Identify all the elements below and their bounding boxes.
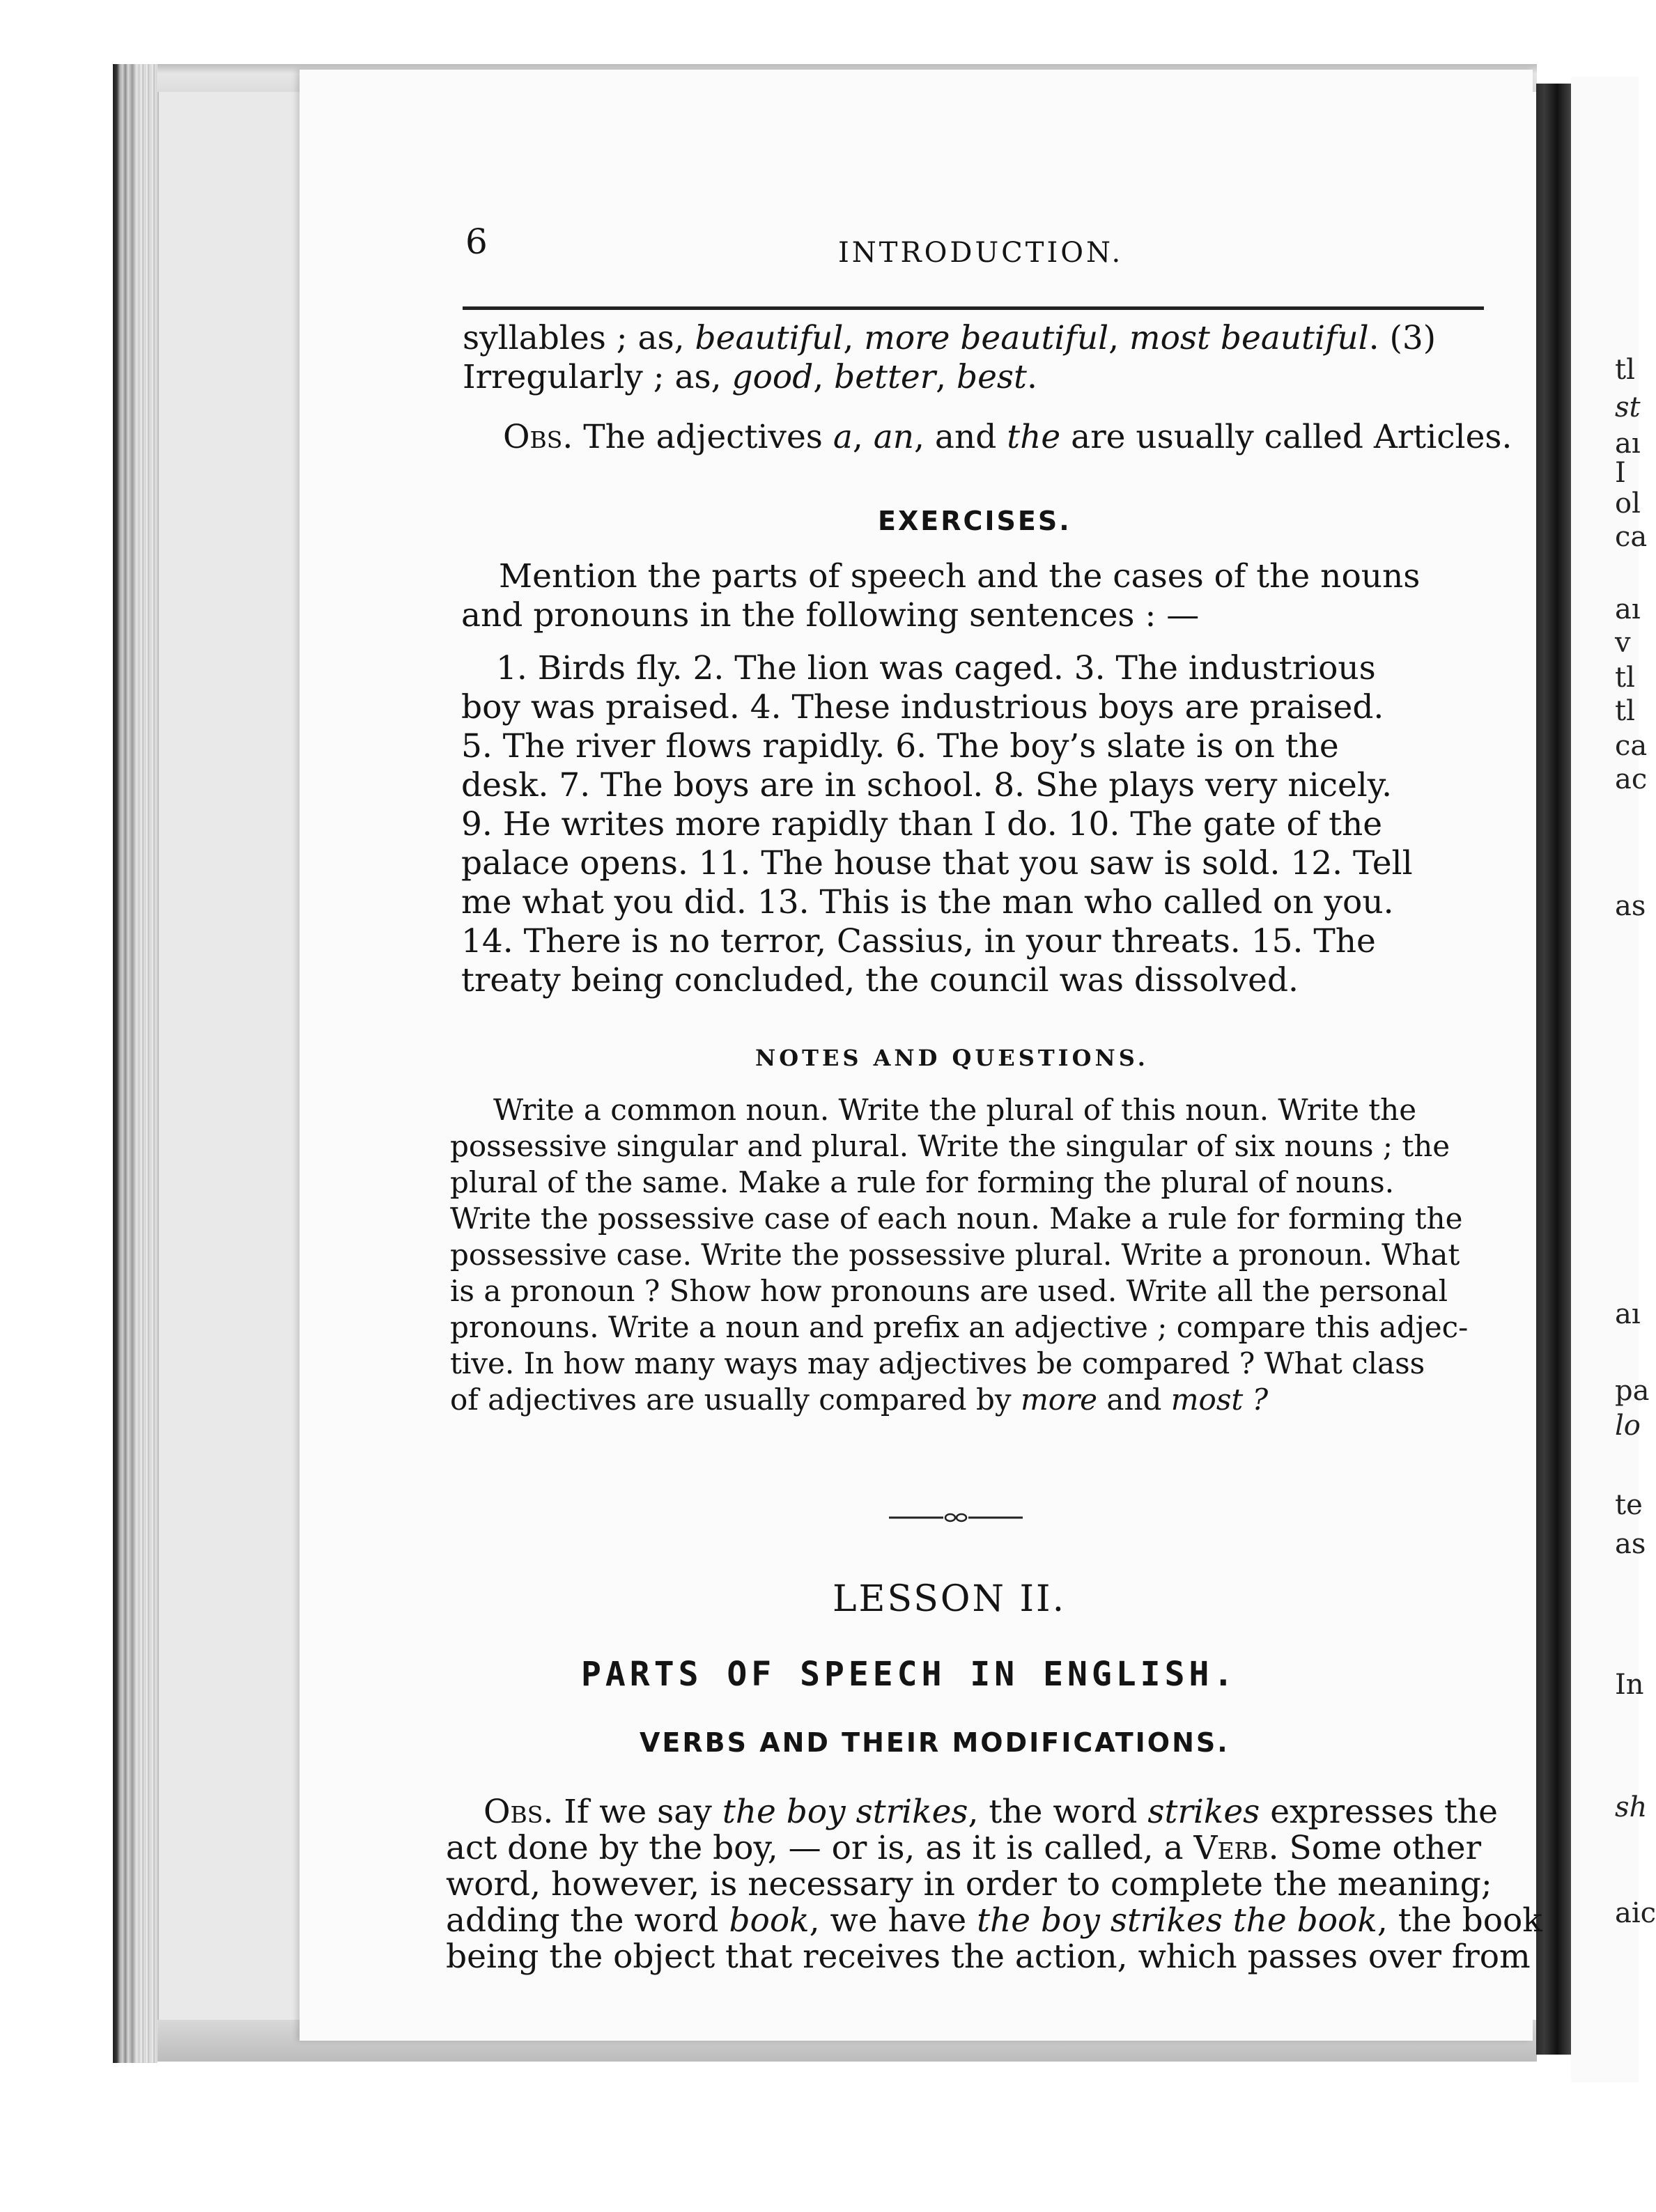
exercise-line: palace opens. 11. The house that you saw is sold. 12. Tell: [461, 844, 1413, 882]
notes-line: plural of the same. Make a rule for forming the plural of nouns.: [450, 1165, 1395, 1199]
next-page-fragment: pa: [1615, 1375, 1650, 1407]
body-line: Irregularly ; as, good, better, best.: [463, 358, 1037, 396]
next-page-fragment: as: [1615, 890, 1646, 922]
next-page-fragment: sh: [1615, 1791, 1648, 1823]
sub-heading: VERBS AND THEIR MODIFICATIONS.: [640, 1727, 1230, 1758]
obs-paragraph-line: Obs. If we say the boy strikes, the word strikes expresses the: [483, 1793, 1498, 1831]
ornament-divider: [889, 1513, 1023, 1522]
exercise-line: 5. The river flows rapidly. 6. The boy’s slate is on the: [461, 727, 1339, 765]
exercise-line: treaty being concluded, the council was dissolved.: [461, 961, 1299, 999]
next-page-fragment: v: [1615, 627, 1631, 659]
next-page-fragment: aı: [1615, 1298, 1641, 1330]
next-page-fragment: tl: [1615, 662, 1635, 694]
parts-heading: PARTS OF SPEECH IN ENGLISH.: [581, 1655, 1238, 1694]
next-page-fragment: aic: [1615, 1897, 1656, 1929]
gutter-shadow: [1536, 84, 1571, 2055]
obs-paragraph-line: adding the word book, we have the boy strikes the book, the book: [446, 1901, 1542, 1940]
next-page-fragment: lo: [1615, 1410, 1641, 1442]
next-page-fragment: tl: [1615, 695, 1635, 727]
obs-paragraph-line: being the object that receives the action, which passes over from: [446, 1938, 1531, 1976]
header-rule: [463, 306, 1484, 310]
next-page-fragment: ac: [1615, 763, 1648, 795]
notes-line: Write the possessive case of each noun. Make a rule for forming the: [450, 1201, 1463, 1236]
exercises-heading: EXERCISES.: [878, 506, 1071, 536]
notes-line: of adjectives are usually compared by more and most ?: [450, 1382, 1269, 1417]
notes-line: possessive case. Write the possessive plural. Write a pronoun. What: [450, 1238, 1460, 1272]
exercise-line: and pronouns in the following sentences : —: [461, 596, 1200, 634]
exercise-line: desk. 7. The boys are in school. 8. She plays very nicely.: [461, 766, 1393, 804]
next-page-fragment: aı: [1615, 428, 1641, 460]
cover-margin: [157, 70, 305, 2048]
next-page-fragment: st: [1615, 391, 1641, 423]
lesson-title: LESSON II.: [833, 1578, 1067, 1620]
next-page-fragment: te: [1615, 1489, 1643, 1521]
page-stack-edge: [139, 64, 157, 2063]
next-page-fragment: ca: [1615, 730, 1648, 762]
exercise-line: 1. Birds fly. 2. The lion was caged. 3. The industrious: [496, 649, 1376, 687]
obs-note: Obs. The adjectives a, an, and the are usually called Articles.: [503, 418, 1512, 456]
body-line: syllables ; as, beautiful, more beautiful, most beautiful. (3): [463, 319, 1437, 357]
obs-paragraph-line: word, however, is necessary in order to complete the meaning;: [446, 1865, 1492, 1903]
exercise-line: Mention the parts of speech and the cases of the nouns: [499, 557, 1421, 595]
obs-paragraph-line: act done by the boy, — or is, as it is called, a Verb. Some other: [446, 1829, 1482, 1867]
next-page-fragment: ca: [1615, 521, 1648, 553]
notes-heading: NOTES AND QUESTIONS.: [755, 1045, 1149, 1071]
notes-line: tive. In how many ways may adjectives be compared ? What class: [450, 1346, 1425, 1380]
notes-line: is a pronoun ? Show how pronouns are used. Write all the personal: [450, 1274, 1448, 1308]
exercise-line: me what you did. 13. This is the man who called on you.: [461, 883, 1394, 921]
next-page-fragment: ol: [1615, 488, 1641, 520]
book-edge: [113, 64, 141, 2063]
next-page-fragment: I: [1615, 457, 1626, 489]
exercise-line: 9. He writes more rapidly than I do. 10. The gate of the: [461, 805, 1383, 843]
next-page-fragment: In: [1615, 1669, 1644, 1701]
next-page-fragment: tl: [1615, 354, 1635, 386]
next-page-fragment: aı: [1615, 593, 1641, 625]
notes-line: possessive singular and plural. Write the singular of six nouns ; the: [450, 1129, 1450, 1163]
notes-line: Write a common noun. Write the plural of this noun. Write the: [493, 1093, 1417, 1127]
page-number: 6: [465, 221, 488, 262]
exercise-line: boy was praised. 4. These industrious boys are praised.: [461, 688, 1384, 726]
notes-line: pronouns. Write a noun and prefix an adjective ; compare this adjec-: [450, 1310, 1469, 1344]
exercise-line: 14. There is no terror, Cassius, in your threats. 15. The: [461, 922, 1376, 960]
next-page-fragment: as: [1615, 1528, 1646, 1560]
running-head: INTRODUCTION.: [838, 237, 1124, 269]
